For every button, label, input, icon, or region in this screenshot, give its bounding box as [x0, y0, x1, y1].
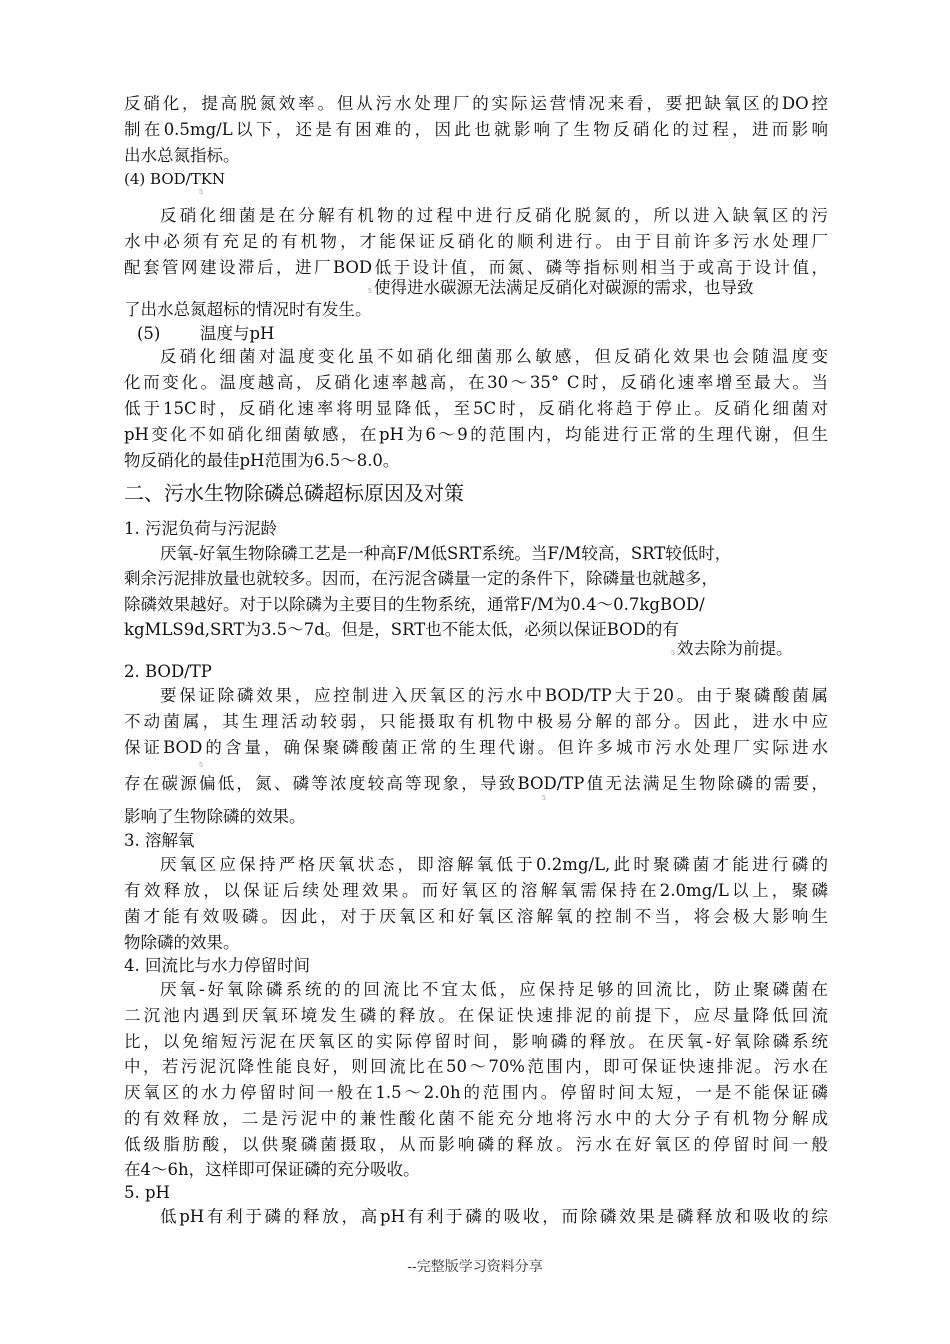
para-line: 了出水总氮超标的情况时有发生。	[124, 300, 372, 319]
para-line: 低于15C时，反硝化速率将明显降低，至5C时，反硝化将趋于停止。反硝化细菌对	[124, 399, 828, 418]
para-line: 出水总氮指标。	[124, 146, 240, 165]
para-line: 保证BOD的含量，确保聚磷酸菌正常的生理代谢。但许多城市污水处理厂实际进水	[124, 738, 828, 757]
para-line: 厌氧-好氧生物除磷工艺是一种高F/M低SRT系统。当F/M较高，SRT较低时，	[160, 544, 732, 563]
para-line: 配套管网建设滞后，进厂BOD低于设计值，而氮、磷等指标则相当于或高于设计值，	[124, 258, 828, 277]
subsection-heading: 2. BOD/TP	[124, 662, 212, 681]
para-line: 水中必须有充足的有机物，才能保证反硝化的顺利进行。由于目前许多污水处理厂	[124, 232, 828, 251]
para-line: 低级脂肪酸，以供聚磷菌摄取，从而影响磷的释放。污水在好氧区的停留时间一般	[124, 1135, 828, 1154]
para-line: 厌氧区应保持严格厌氧状态，即溶解氧低于0.2mg/L,此时聚磷菌才能进行磷的	[160, 855, 828, 874]
para-line: 有效释放，以保证后续处理效果。而好氧区的溶解氧需保持在2.0mg/L以上，聚磷	[124, 881, 828, 900]
page-mark: 5	[199, 189, 203, 196]
para-line: 不动菌属，其生理活动较弱，只能摄取有机物中极易分解的部分。因此，进水中应	[124, 712, 828, 731]
para-line: 的有效释放，二是污泥中的兼性酸化菌不能充分地将污水中的大分子有机物分解成	[124, 1109, 828, 1128]
para-line: 中，若污泥沉降性能良好，则回流比在50～70%范围内，即可保证快速排泥。污水在	[124, 1057, 828, 1076]
para-line: 在4～6h，这样即可保证磷的充分吸收。	[124, 1160, 420, 1179]
para-line: 除磷效果越好。对于以除磷为主要目的生物系统，通常F/M为0.4～0.7kgBOD/	[124, 595, 705, 614]
para-line: 使得进水碳源无法满足反硝化对碳源的需求，也导致	[374, 278, 754, 297]
subsection-heading: 3. 溶解氧	[124, 831, 195, 850]
subsection-heading: 温度与pH	[200, 324, 275, 343]
para-line: 反硝化细菌是在分解有机物的过程中进行反硝化脱氮的，所以进入缺氧区的污	[160, 206, 828, 225]
para-line: 物除磷的效果。	[124, 933, 240, 952]
section-title: 二、污水生物除磷总磷超标原因及对策	[124, 481, 464, 505]
para-line: 厌氧区的水力停留时间一般在1.5～2.0h的范围内。停留时间太短，一是不能保证磷	[124, 1083, 828, 1102]
page-mark: 5	[368, 288, 372, 295]
para-line: 要保证除磷效果，应控制进入厌氧区的污水中BOD/TP大于20。由于聚磷酸菌属	[160, 686, 828, 705]
para-line: 反硝化，提高脱氮效率。但从污水处理厂的实际运营情况来看，要把缺氧区的DO控	[124, 94, 828, 113]
para-line: 物反硝化的最佳pH范围为6.5～8.0。	[124, 451, 400, 470]
para-line: 二沉池内遇到厌氧环境发生磷的释放。在保证快速排泥的前提下，应尽量降低回流	[124, 1006, 828, 1025]
subsection-heading: (4) BOD/TKN	[124, 170, 226, 188]
page-footer: --完整版学习资料分享	[407, 1259, 543, 1275]
page-mark: 5	[199, 762, 203, 769]
para-line: 厌氧-好氧除磷系统的的回流比不宜太低，应保持足够的回流比，防止聚磷菌在	[160, 980, 828, 999]
para-line: 存在碳源偏低，氮、磷等浓度较高等现象，导致BOD/TP值无法满足生物除磷的需要，	[124, 774, 828, 793]
para-line: kgMLS9d,SRT为3.5～7d。但是，SRT也不能太低，必须以保证BOD的有	[124, 620, 679, 639]
para-line: 效去除为前提。	[677, 639, 793, 658]
page-mark: 5	[542, 795, 546, 802]
para-line: 菌才能有效吸磷。因此，对于厌氧区和好氧区溶解氧的控制不当，将会极大影响生	[124, 907, 828, 926]
subsection-number: (5)	[137, 324, 161, 343]
para-line: 低pH有利于磷的释放，高pH有利于磷的吸收，而除磷效果是磷释放和吸收的综	[160, 1207, 828, 1226]
subsection-heading: 5. pH	[124, 1183, 170, 1202]
para-line: 比，以免缩短污泥在厌氧区的实际停留时间，影响磷的释放。在厌氧-好氧除磷系统	[124, 1032, 828, 1051]
para-line: 剩余污泥排放量也就较多。因而，在污泥含磷量一定的条件下，除磷量也就越多，	[124, 569, 718, 588]
subsection-heading: 1. 污泥负荷与污泥龄	[124, 519, 277, 538]
para-line: 制在0.5mg/L以下，还是有困难的，因此也就影响了生物反硝化的过程，进而影响	[124, 120, 828, 139]
para-line: 影响了生物除磷的效果。	[124, 807, 306, 826]
subsection-heading: 4. 回流比与水力停留时间	[124, 956, 310, 975]
para-line: pH变化不如硝化细菌敏感，在pH为6～9的范围内，均能进行正常的生理代谢，但生	[124, 425, 828, 444]
para-line: 反硝化细菌对温度变化虽不如硝化细菌那么敏感，但反硝化效果也会随温度变	[160, 347, 828, 366]
para-line: 化而变化。温度越高，反硝化速率越高，在30～35° C时，反硝化速率增至最大。当	[124, 373, 828, 392]
page-mark: 5	[671, 650, 675, 657]
